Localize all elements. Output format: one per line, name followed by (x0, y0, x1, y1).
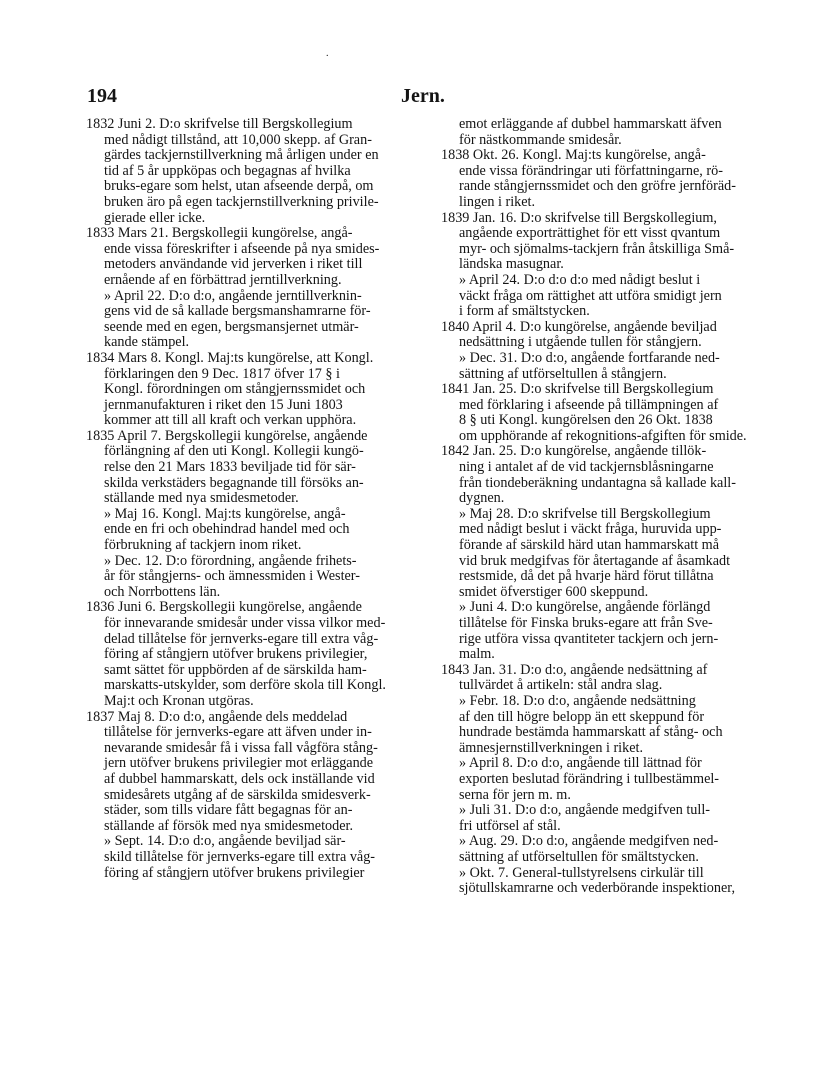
text-line: ställande med nya smidesmetoder. (104, 491, 299, 507)
text-line: ämnesjernstillverkningen i riket. (459, 740, 643, 756)
text-line: seende med en egen, bergsmansjernet utmär- (104, 319, 359, 335)
text-line: tullvärdet å artikeln: stål andra slag. (459, 678, 663, 694)
text-line: marskatts-utskylder, som derföre skola till Kongl. (104, 678, 386, 694)
text-line: ländska masugnar. (459, 257, 564, 273)
sub-entry (441, 507, 770, 601)
text-line: bruks-egare som helst, utan afseende derpå, om (104, 179, 374, 195)
text-line: och Norrbottens län. (104, 584, 221, 600)
sub-entry (441, 866, 770, 897)
text-line: från tiondeberäkning undantagna så kallade kall- (459, 475, 736, 491)
chronology-entry (441, 117, 770, 148)
text-line: » Okt. 7. General-tullstyrelsens cirkulär till (459, 865, 704, 881)
sub-entry (441, 600, 770, 662)
text-line: » Febr. 18. D:o d:o, angående nedsättning (459, 693, 696, 709)
text-line: 1840 April 4. D:o kungörelse, angående beviljad (441, 319, 717, 335)
text-line: gens vid de så kallade bergsmanshamrarne för- (104, 304, 371, 320)
text-line: med nådigt beslut i väckt fråga, huruvida upp- (459, 522, 722, 538)
text-line: malm. (459, 647, 495, 663)
text-line: relse den 21 Mars 1833 beviljade tid för sär- (104, 460, 356, 476)
text-line: förbrukning af tackjern inom riket. (104, 538, 302, 554)
text-line: emot erläggande af dubbel hammarskatt äfven (459, 117, 722, 132)
text-line: » Dec. 31. D:o d:o, angående fortfarande ned- (459, 350, 720, 366)
text-line: förlängning af den uti Kongl. Kollegii kungö- (104, 444, 364, 460)
text-line: dygnen. (459, 491, 505, 507)
text-line: kande stämpel. (104, 335, 190, 351)
text-line: » Dec. 12. D:o förordning, angående frihets- (104, 553, 357, 569)
text-line: sättning af utförseltullen å stångjern. (459, 366, 667, 382)
text-line: tid af 5 år uppköpas och begagnas af hvilka (104, 163, 351, 179)
text-line: 8 § uti Kongl. kungörelsen den 26 Okt. 1838 (459, 413, 713, 429)
chronology-entry (441, 663, 770, 694)
text-line: 1841 Jan. 25. D:o skrifvelse till Bergskollegium (441, 382, 714, 398)
text-line: » April 24. D:o d:o d:o med nådigt beslut i (459, 272, 701, 288)
text-line: föring af stångjern utöfver brukens privilegier, (104, 647, 368, 663)
sub-entry (86, 834, 430, 881)
text-line: 1837 Maj 8. D:o d:o, angående dels meddelad (86, 709, 348, 725)
text-line: kommer att till all kraft och verkan upphöra. (104, 413, 357, 429)
text-line: samt sättet för uppbörden af de särskilda ham- (104, 662, 367, 678)
sub-entry (86, 289, 430, 351)
text-line: fri utförsel af stål. (459, 818, 561, 834)
text-line: serna för jern m. m. (459, 787, 571, 803)
text-line: smidesårets utgång af de särskilda smidesverk- (104, 787, 371, 803)
chronology-entry (441, 148, 770, 210)
text-line: delad tillåtelse för jernverks-egare till extra våg- (104, 631, 379, 647)
chronology-entry (86, 429, 430, 507)
text-line: Maj:t och Kronan utgöras. (104, 693, 254, 709)
text-line: sjötullskamrarne och vederbörande inspektioner, (459, 881, 735, 897)
text-line: bruken äro på egen tackjernstillverkning privile- (104, 194, 379, 210)
text-line: föring af stångjern utöfver brukens privilegier (104, 865, 365, 881)
top-mark: . (326, 48, 329, 59)
text-line: med förklaring i afseende på tillämpningen af (459, 397, 719, 413)
chronology-entry (86, 226, 430, 288)
text-line: gärdes tackjernstillverkning må årligen under en (104, 148, 379, 164)
text-line: tillåtelse för jernverks-egare att äfven under in- (104, 725, 372, 741)
text-line: restsmide, då det på hvarje härd förut tillåtna (459, 569, 714, 585)
text-line: ende vissa förändringar uti författningarne, rö- (459, 163, 723, 179)
chronology-entry (86, 710, 430, 835)
text-line: 1835 April 7. Bergskollegii kungörelse, angående (86, 428, 368, 444)
text-line: myr- och sjömalms-tackjern från åtskilliga Små- (459, 241, 735, 257)
text-line: med nådigt tillstånd, att 10,000 skepp. af Gran- (104, 132, 372, 148)
chronology-entry (86, 117, 430, 226)
text-line: i form af smältstycken. (459, 304, 590, 320)
text-line: » Juni 4. D:o kungörelse, angående förlängd (459, 600, 711, 616)
chronology-entry (441, 444, 770, 506)
text-line: tillåtelse för Finska bruks-egare att från Sve- (459, 616, 713, 631)
text-line: ende en fri och obehindrad handel med och (104, 522, 350, 538)
text-line: 1833 Mars 21. Bergskollegii kungörelse, angå- (86, 226, 353, 242)
text-line: städer, som tills vidare fått begagnas för an- (104, 803, 353, 819)
text-line: 1843 Jan. 31. D:o d:o, angående nedsättning af (441, 662, 708, 678)
sub-entry (441, 273, 770, 320)
text-line: för innevarande smidesår under vissa vilkor med- (104, 616, 386, 631)
sub-entry (86, 554, 430, 601)
text-line: nevarande smidesår få i vissa fall vågföra stång- (104, 740, 378, 756)
text-line: ställande af försök med nya smidesmetoder. (104, 818, 354, 834)
text-line: förklaringen den 9 Dec. 1817 öfver 17 § i (104, 366, 340, 382)
text-line: exporten beslutad förändring i tullbestämmel- (459, 771, 720, 787)
chronology-entry (86, 600, 430, 709)
text-line: Kongl. förordningen om stångjernssmidet och (104, 382, 366, 398)
text-line: angående exporträttighet för ett visst qvantum (459, 226, 721, 242)
text-line: skild tillåtelse för jernverks-egare till extra våg- (104, 849, 376, 865)
text-line: rige utföra vissa qvantiteter tackjern och jern- (459, 631, 719, 647)
text-line: skilda verkstäders begagnande till försöks an- (104, 475, 364, 491)
text-line: » April 8. D:o d:o, angående till lättnad för (459, 756, 702, 772)
text-line: » Maj 16. Kongl. Maj:ts kungörelse, angå- (104, 506, 346, 522)
text-line: jernmanufakturen i riket den 15 Juni 1803 (104, 397, 343, 413)
text-line: sättning af utförseltullen för smältstycken. (459, 849, 699, 865)
text-line: nedsättning i utgående tullen för stångjern. (459, 335, 702, 351)
sub-entry (86, 507, 430, 554)
text-line: ning i antalet af de vid tackjernsblåsningarne (459, 460, 714, 476)
text-line: » April 22. D:o d:o, angående jerntillverknin- (104, 288, 362, 304)
running-title: Jern. (401, 85, 445, 107)
chronology-entry (86, 351, 430, 429)
page-number: 194 (87, 85, 117, 107)
text-line: 1839 Jan. 16. D:o skrifvelse till Bergskollegium, (441, 210, 717, 226)
text-line: ernående af en förbättrad jerntillverkning. (104, 272, 342, 288)
text-line: » Aug. 29. D:o d:o, angående medgifven ned- (459, 834, 719, 850)
text-line: » Juli 31. D:o d:o, angående medgifven tull- (459, 803, 710, 819)
text-line: af dubbel hammarskatt, dels ock inställande vid (104, 771, 375, 787)
chronology-entry (441, 211, 770, 273)
chronology-entry (441, 320, 770, 351)
text-line: smidet öfverstiger 600 skeppund. (459, 584, 649, 600)
text-line: 1836 Juni 6. Bergskollegii kungörelse, angående (86, 600, 362, 616)
text-line: för nästkommande smidesår. (459, 132, 622, 148)
text-line: » Sept. 14. D:o d:o, angående beviljad sär- (104, 834, 346, 850)
text-line: väckt fråga om rättighet att utföra smidigt jern (459, 288, 722, 304)
text-line: om upphörande af rekognitions-afgiften för smide. (459, 428, 747, 444)
chronology-entry (441, 382, 770, 444)
text-line: 1842 Jan. 25. D:o kungörelse, angående tillök- (441, 444, 707, 460)
text-line: rande stångjernssmidet och den gröfre jernföräd- (459, 179, 736, 195)
text-line: ende vissa föreskrifter i afseende på nya smides- (104, 241, 380, 257)
left-column (86, 117, 430, 881)
text-line: af den till högre belopp än ett skeppund för (459, 709, 705, 725)
text-line: förande af särskild härd utan hammarskatt må (459, 538, 720, 554)
sub-entry (441, 694, 770, 756)
sub-entry (441, 834, 770, 865)
text-line: 1834 Mars 8. Kongl. Maj:ts kungörelse, att Kongl. (86, 350, 374, 366)
text-line: » Maj 28. D:o skrifvelse till Bergskollegium (459, 506, 711, 522)
right-column (441, 117, 770, 897)
text-line: gierade eller icke. (104, 210, 206, 226)
text-line: jern utöfver brukens privilegier mot erläggande (104, 756, 374, 772)
sub-entry (441, 351, 770, 382)
text-line: 1832 Juni 2. D:o skrifvelse till Bergskollegium (86, 117, 353, 132)
text-line: hundrade bestämda hammarskatt af stång- och (459, 725, 723, 741)
sub-entry (441, 756, 770, 803)
text-line: metoders användande vid jerverken i riket till (104, 257, 363, 273)
text-line: år för stångjerns- och ämnessmiden i Wester- (104, 569, 360, 585)
text-line: 1838 Okt. 26. Kongl. Maj:ts kungörelse, angå- (441, 148, 706, 164)
text-line: vid bruk medgifvas för återtagande af åsamkadt (459, 553, 731, 569)
sub-entry (441, 803, 770, 834)
text-line: lingen i riket. (459, 194, 536, 210)
